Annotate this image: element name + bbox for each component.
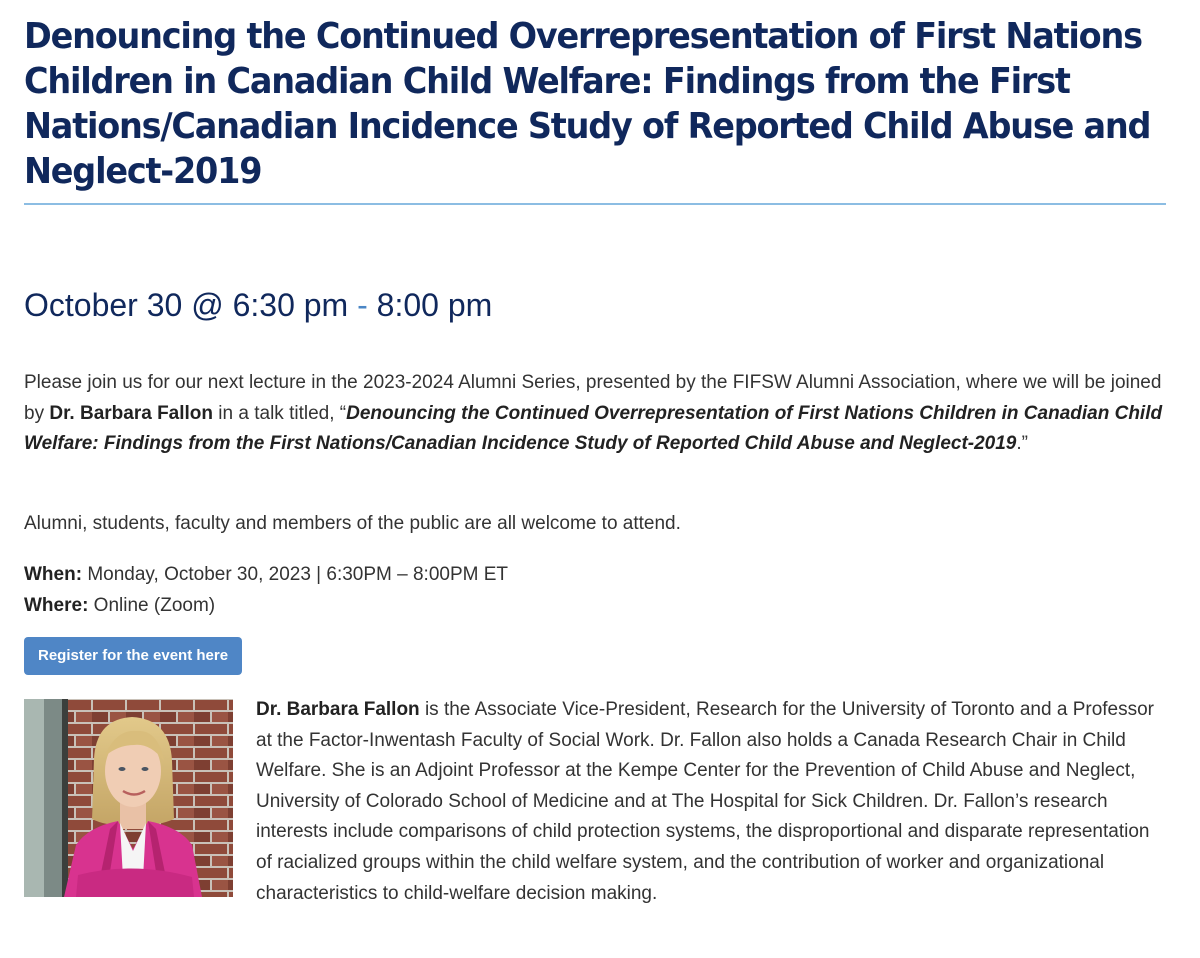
speaker-name: Dr. Barbara Fallon [49,402,214,424]
event-title [24,14,1151,194]
speaker-portrait [24,699,233,897]
when-value: Monday, October 30, 2023 | 6:30PM – 8:00PM ET [82,564,509,585]
title-divider [24,203,1166,205]
intro-text-middle: in a talk titled, “ [213,402,347,424]
event-title-line: Neglect-2019 [24,151,262,192]
event-date-separator: - [357,287,368,323]
event-title-line: Denouncing the Continued Overrepresentation of First Nations [24,16,1142,57]
event-title-line: Children in Canadian Child Welfare: Findings from the First [24,61,1070,102]
bio-speaker-name: Dr. Barbara Fallon [256,699,420,720]
intro-text-before: Please join us for our next lecture in the 2023-2024 Alumni Series, presented by the FIFSW Alumni Association, where we will be joined by [24,372,1162,424]
event-details [24,560,1166,621]
speaker-bio [256,695,1168,909]
event-date-start: October 30 @ 6:30 pm [24,287,349,323]
register-button[interactable]: Register for the event here [24,637,242,675]
event-intro [24,368,1166,460]
event-datetime [24,285,492,325]
talk-title: Denouncing the Continued Overrepresentation of First Nations Children in Canadian Child Welfare: Findings from the First Nations/Canadian Incidence Study of Reported Child Abuse and Neglect-2019 [24,402,1163,455]
where-label: Where: [24,594,89,616]
event-when [24,560,1166,591]
intro-text-after: .” [1016,433,1028,455]
welcome-text: Alumni, students, faculty and members of the public are all welcome to attend. [24,513,681,534]
speaker-portrait-icon [24,699,233,897]
event-where [24,591,1166,622]
when-label: When: [24,564,83,585]
event-title-line: Nations/Canadian Incidence Study of Reported Child Abuse and [24,106,1151,147]
where-value: Online (Zoom) [88,594,216,616]
bio-text: is the Associate Vice-President, Research for the University of Toronto and a Professor at the Factor-Inwentash Faculty of Social Work. Dr. Fallon also holds a Canada Research Chair in Child Welfare. She is an Adjoint Professor at the Kempe Center for the Prevention of Child Abuse and Neglect, University of Colorado School of Medicine and at The Hospital for Sick Children. Dr. Fallon’s research interests include comparisons of child protection systems, the disproportional and disparate representation of racialized groups within the child welfare system, and the contribution of worker and organizational characteristics to child-welfare decision making. [256,699,1155,904]
event-date-end: 8:00 pm [376,287,493,323]
